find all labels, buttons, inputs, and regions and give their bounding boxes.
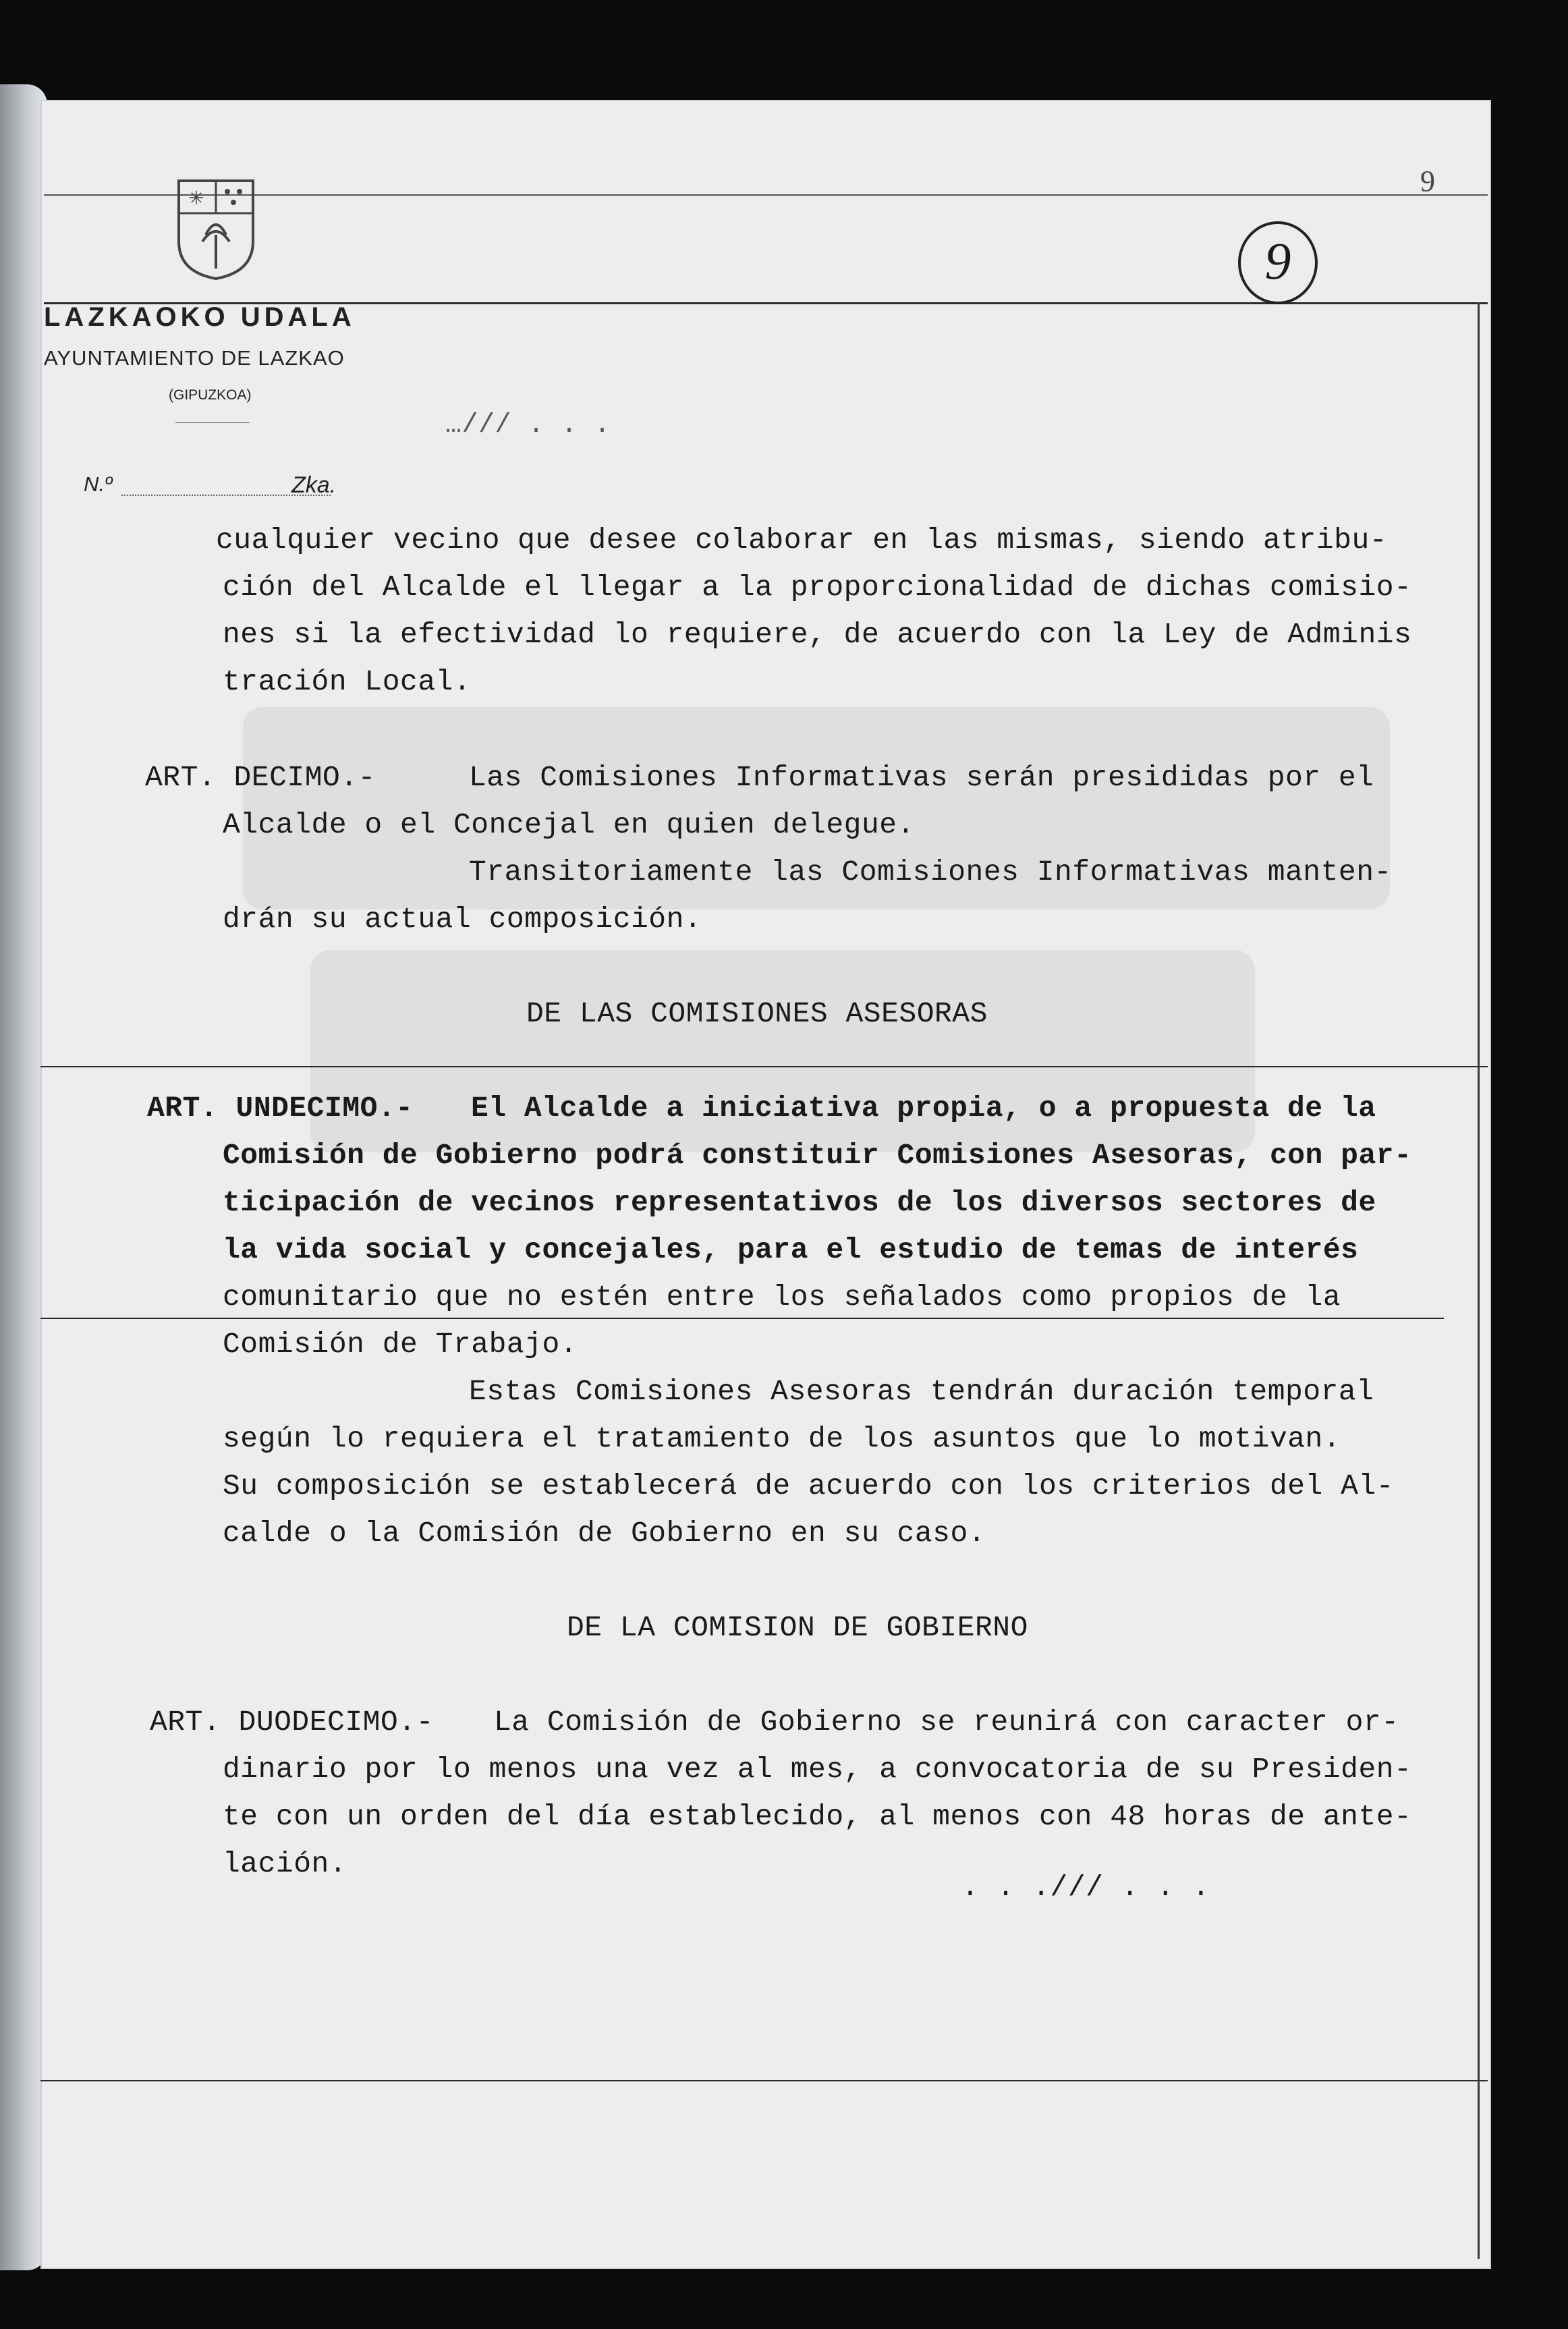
text-line: lación. [223, 1847, 347, 1880]
lower-rule [40, 2080, 1488, 2081]
right-margin-line [1478, 302, 1480, 2259]
continuation-mark: …/// . . . [445, 410, 611, 441]
handwritten-page-number: 9 [1238, 221, 1318, 304]
text-line: nes si la efectividad lo requiere, de acuerdo con la Ley de Adminis [223, 618, 1412, 651]
article-label: ART. UNDECIMO.- [147, 1092, 414, 1125]
text-line: te con un orden del día establecido, al menos con 48 horas de ante- [223, 1800, 1412, 1833]
text-line: Comisión de Gobierno podrá constituir Comisiones Asesoras, con par- [223, 1139, 1412, 1172]
article-label: ART. DECIMO.- [145, 761, 376, 794]
text-line: Su composición se establecerá de acuerdo con los criterios del Al- [223, 1469, 1395, 1503]
text-line: Comisión de Trabajo. [223, 1328, 578, 1361]
org-name-spanish: AYUNTAMIENTO DE LAZKAO [44, 346, 345, 370]
text-line: ticipación de vecinos representativos de los diversos sectores de [223, 1186, 1376, 1219]
text-line: ción del Alcalde el llegar a la proporcionalidad de dichas comisio- [223, 571, 1412, 604]
coat-of-arms-icon [172, 174, 260, 282]
section-heading: DE LAS COMISIONES ASESORAS [526, 997, 988, 1030]
mid-rule-2 [40, 1318, 1444, 1319]
text-line: según lo requiera el tratamiento de los asuntos que lo motivan. [223, 1422, 1341, 1455]
text-line: tración Local. [223, 665, 472, 698]
text-line: calde o la Comisión de Gobierno en su caso. [223, 1517, 986, 1550]
svg-text:✳: ✳ [188, 187, 204, 209]
printed-page-number: 9 [1420, 165, 1435, 198]
province-label: (GIPUZKOA) [169, 387, 252, 403]
number-label: N.º [84, 472, 113, 496]
org-name-basque: LAZKAOKO UDALA [44, 302, 356, 332]
text-line: Estas Comisiones Asesoras tendrán duración temporal [469, 1375, 1374, 1408]
mid-rule [40, 1066, 1488, 1067]
article-label: ART. DUODECIMO.- [150, 1706, 434, 1739]
text-line: La Comisión de Gobierno se reunirá con caracter or- [494, 1706, 1399, 1739]
text-line: comunitario que no estén entre los señalados como propios de la [223, 1281, 1341, 1314]
text-line: cualquier vecino que desee colaborar en las mismas, siendo atribu- [216, 524, 1388, 557]
document-page [40, 100, 1491, 2269]
text-line: Alcalde o el Concejal en quien delegue. [223, 808, 915, 841]
section-heading: DE LA COMISION DE GOBIERNO [567, 1611, 1028, 1644]
text-line: El Alcalde a iniciativa propia, o a propuesta de la [471, 1092, 1376, 1125]
continuation-mark: . . ./// . . . [961, 1871, 1210, 1904]
text-line: dinario por lo menos una vez al mes, a convocatoria de su Presiden- [223, 1753, 1412, 1786]
text-line: la vida social y concejales, para el estudio de temas de interés [223, 1233, 1359, 1266]
province-underline [175, 422, 250, 423]
zka-label: Zka. [291, 472, 337, 498]
text-line: Transitoriamente las Comisiones Informativas manten- [469, 855, 1392, 889]
top-rule [44, 194, 1488, 196]
text-line: Las Comisiones Informativas serán presididas por el [469, 761, 1374, 794]
text-line: drán su actual composición. [223, 903, 702, 936]
